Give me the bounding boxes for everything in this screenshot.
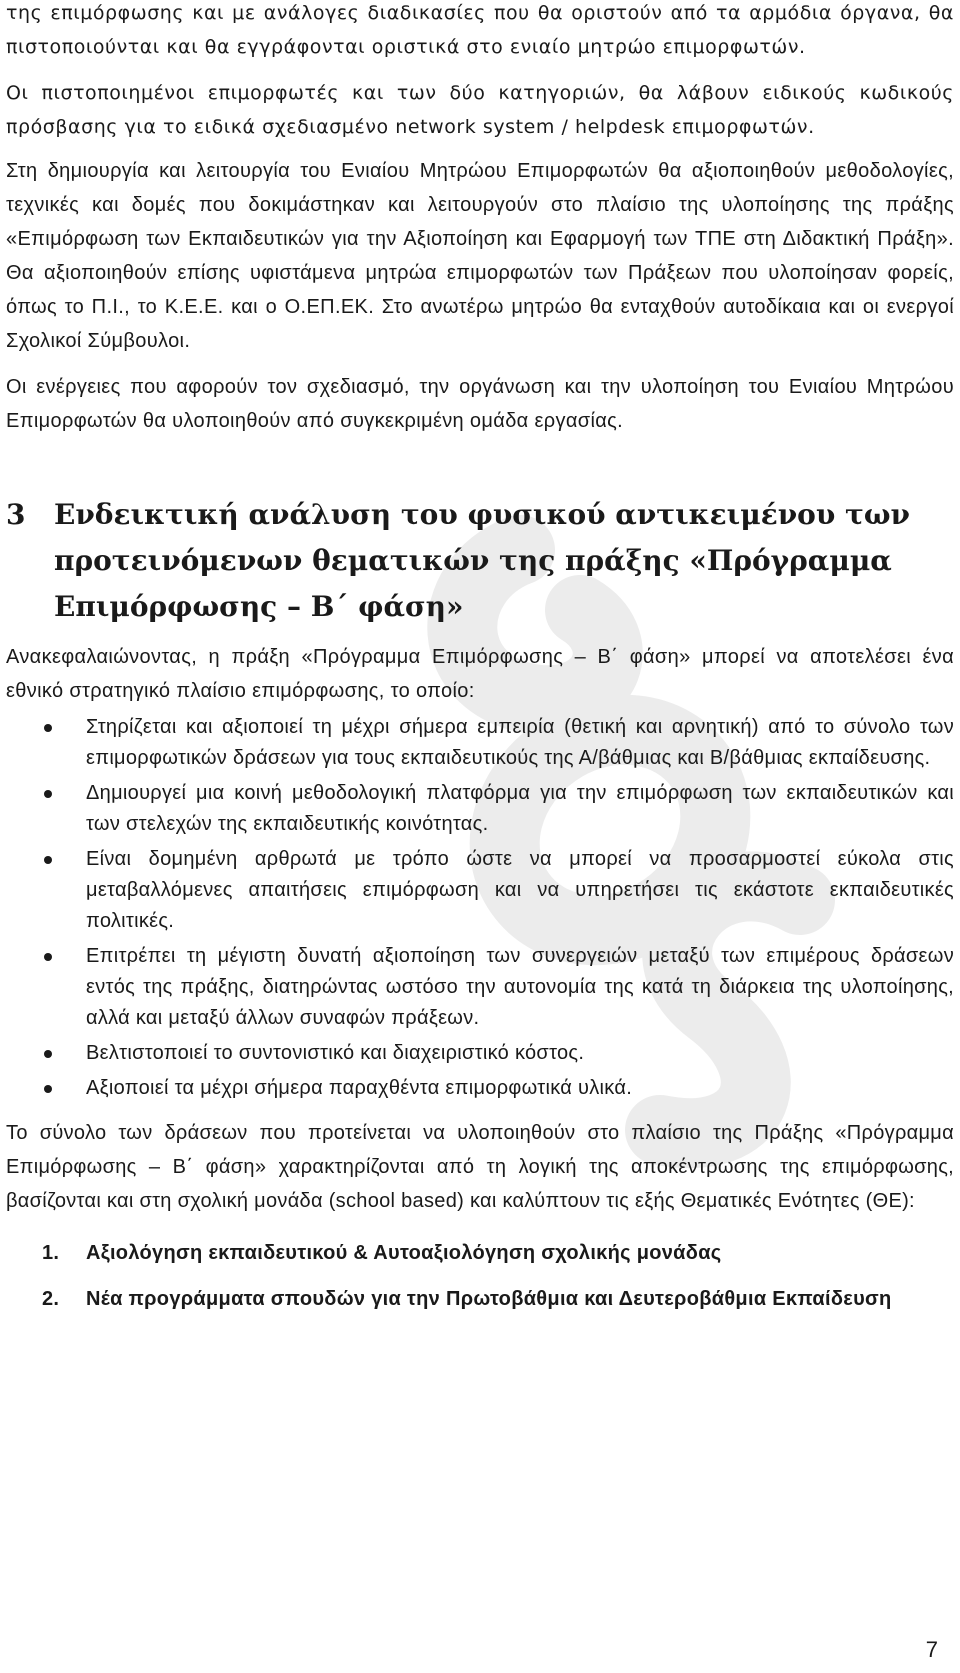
- paragraph-access-codes: Οι πιστοποιημένοι επιμορφωτές και των δύο κατηγοριών, θα λάβουν ειδικούς κωδικούς πρόσβασης για το ειδικά σχεδιασμένο network system / helpdesk επιμορφωτών.: [6, 82, 954, 138]
- bullet-icon: [44, 790, 52, 798]
- section-heading: [6, 492, 954, 630]
- paragraph-registry-certification: της επιμόρφωσης και με ανάλογες διαδικασίες που θα οριστούν από τα αρμόδια όργανα, θα πιστοποιούνται και θα εγγράφονται οριστικά στο ενιαίο μητρώο επιμορφωτών.: [6, 2, 954, 58]
- bullet-icon: [44, 1085, 52, 1093]
- closing-paragraph: Το σύνολο των δράσεων που προτείνεται να υλοποιηθούν στο πλαίσιο της Πράξης «Πρόγραμμα Επιμόρφωσης – Β΄ φάση» χαρακτηρίζονται από τη λογική της αποκέντρωσης της επιμόρφωσης, βασίζονται και στη σχολική μονάδα (school based) και καλύπτουν τις εξής Θεματικές Ενότητες (ΘΕ):: [6, 1122, 954, 1212]
- theme-item: [6, 1236, 954, 1270]
- list-item: [6, 1073, 954, 1104]
- list-item: [6, 778, 954, 840]
- list-item-text: Επιτρέπει τη μέγιστη δυνατή αξιοποίηση των συνεργειών μεταξύ των επιμέρους δράσεων εντός της πράξης, διατηρώντας ωστόσο την αυτονομία της κατά τη διάρκεια της υλοποίησης, αλλά και μεταξύ άλλων συναφών πράξεων.: [86, 945, 954, 1029]
- bullet-icon: [44, 953, 52, 961]
- section-number: 3: [6, 498, 26, 531]
- theme-item: [6, 1282, 954, 1316]
- paragraph-registry-methodology: Στη δημιουργία και λειτουργία του Ενιαίου Μητρώου Επιμορφωτών θα αξιοποιηθούν μεθοδολογίες, τεχνικές και δομές που δοκιμάστηκαν και λειτουργούν στο πλαίσιο της υλοποίησης της πράξης «Επιμόρφωση των Εκπαιδευτικών για την Αξιοποίηση και Εφαρμογή των ΤΠΕ στη Διδακτική Πράξη». Θα αξιοποιηθούν επίσης υφιστάμενα μητρώα επιμορφωτών των Πράξεων που υλοποίησαν φορείς, όπως το Π.Ι., το Κ.Ε.Ε. και ο Ο.ΕΠ.ΕΚ. Στο ανωτέρω μητρώο θα ενταχθούν αυτοδίκαια και οι ενεργοί Σχολικοί Σύμβουλοι.: [6, 160, 954, 352]
- list-item: [6, 941, 954, 1034]
- list-item: [6, 1038, 954, 1069]
- theme-number: 1.: [42, 1242, 60, 1264]
- intro-paragraph: Ανακεφαλαιώνοντας, η πράξη «Πρόγραμμα Επιμόρφωσης – Β΄ φάση» μπορεί να αποτελέσει ένα εθνικό στρατηγικό πλαίσιο επιμόρφωσης, το οποίο:: [6, 646, 954, 702]
- bullet-icon: [44, 1050, 52, 1058]
- section-title: Ενδεικτική ανάλυση του φυσικού αντικειμένου των προτεινόμενων θεματικών της πράξης «Πρόγραμμα Επιμόρφωσης – Β΄ φάση»: [54, 498, 910, 623]
- paragraph-working-group: Οι ενέργειες που αφορούν τον σχεδιασμό, την οργάνωση και την υλοποίηση του Ενιαίου Μητρώου Επιμορφωτών θα υλοποιηθούν από συγκεκριμένη ομάδα εργασίας.: [6, 376, 954, 432]
- list-item-text: Στηρίζεται και αξιοποιεί τη μέχρι σήμερα εμπειρία (θετική και αρνητική) από το σύνολο των επιμορφωτικών δράσεων για τους εκπαιδευτικούς της Α/βάθμιας και Β/βάθμιας εκπαίδευσης.: [86, 716, 954, 769]
- page-number: 7: [925, 1637, 938, 1662]
- list-item-text: Δημιουργεί μια κοινή μεθοδολογική πλατφόρμα για την επιμόρφωση των εκπαιδευτικών και των στελεχών της εκπαιδευτικής κοινότητας.: [86, 782, 954, 835]
- list-item-text: Είναι δομημένη αρθρωτά με τρόπο ώστε να μπορεί να προσαρμοστεί εύκολα στις μεταβαλλόμενες απαιτήσεις επιμόρφωση και να υπηρετήσει τις εκάστοτε εκπαιδευτικές πολιτικές.: [86, 848, 954, 932]
- theme-number: 2.: [42, 1288, 60, 1310]
- list-item-text: Βελτιστοποιεί το συντονιστικό και διαχειριστικό κόστος.: [86, 1042, 585, 1064]
- list-item: [6, 712, 954, 774]
- bullet-icon: [44, 856, 52, 864]
- bullet-list: [6, 712, 954, 1104]
- theme-list: [6, 1236, 954, 1316]
- theme-text: Αξιολόγηση εκπαιδευτικού & Αυτοαξιολόγηση σχολικής μονάδας: [86, 1242, 722, 1264]
- bullet-icon: [44, 724, 52, 732]
- list-item-text: Αξιοποιεί τα μέχρι σήμερα παραχθέντα επιμορφωτικά υλικά.: [86, 1077, 633, 1099]
- list-item: [6, 844, 954, 937]
- theme-text: Νέα προγράμματα σπουδών για την Πρωτοβάθμια και Δευτεροβάθμια Εκπαίδευση: [86, 1288, 892, 1310]
- document-page: [6, 0, 954, 1328]
